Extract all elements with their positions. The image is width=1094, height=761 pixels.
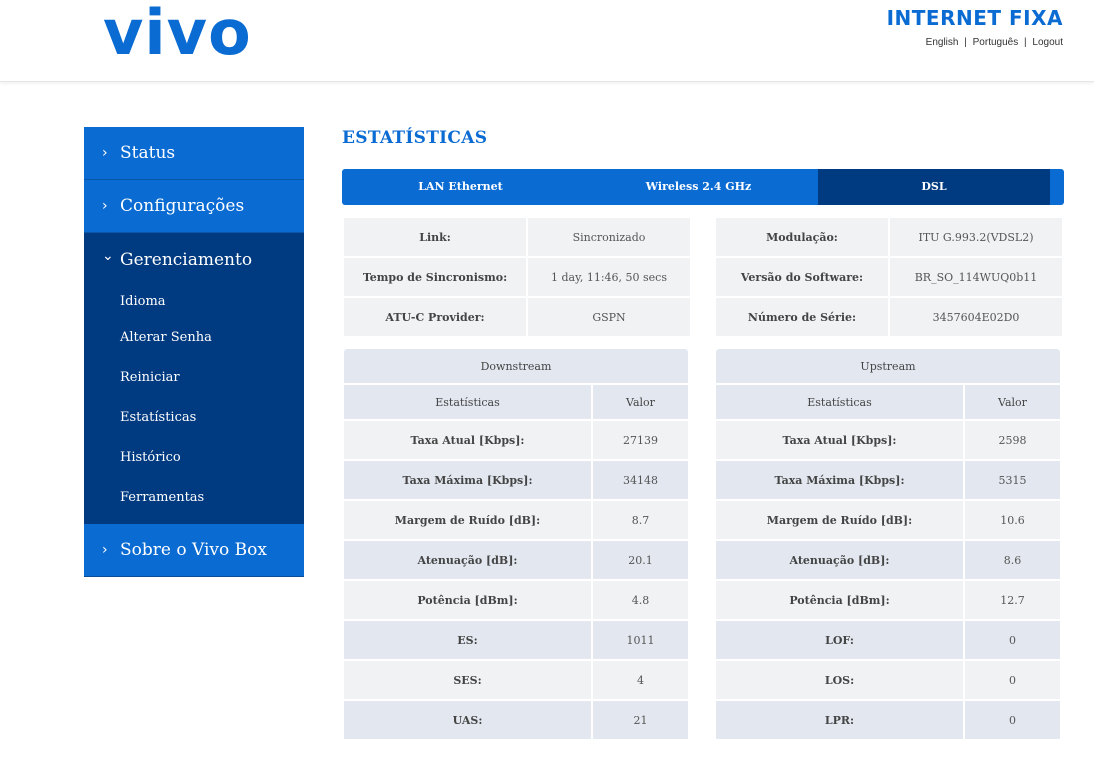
info-label: Número de Série: [716,298,888,336]
stat-label: UAS: [344,701,591,739]
sidebar-item-sobre[interactable] [84,524,304,577]
table-header-row [344,385,688,419]
sidebar-subitem-historico[interactable]: Histórico [120,450,181,465]
info-value: Sincronizado [528,218,690,256]
info-label: Modulação: [716,218,888,256]
stat-value: 0 [965,661,1060,699]
product-title: INTERNET FIXA [886,6,1063,30]
stat-value: 0 [965,621,1060,659]
upstream-caption: Upstream [716,349,1060,383]
stat-value: 2598 [965,421,1060,459]
table-row [344,541,688,579]
table-row [716,461,1060,499]
table-row [716,258,1062,296]
stat-label: Atenuação [dB]: [716,541,963,579]
column-header-stat: Estatísticas [344,385,591,419]
table-row [716,581,1060,619]
stat-label: Taxa Máxima [Kbps]: [716,461,963,499]
column-header-stat: Estatísticas [716,385,963,419]
table-row [716,541,1060,579]
info-label: Versão do Software: [716,258,888,296]
sidebar-item-configuracoes[interactable] [84,180,304,233]
tab-lan-ethernet[interactable]: LAN Ethernet [418,180,503,193]
chevron-right-icon: › [102,198,108,214]
sidebar-subitem-reiniciar[interactable]: Reiniciar [120,370,180,385]
column-header-value: Valor [965,385,1060,419]
stat-value: 1011 [593,621,688,659]
stats-tabs [342,169,1064,205]
stat-value: 20.1 [593,541,688,579]
stat-value: 0 [965,701,1060,739]
table-row [716,218,1062,256]
language-bar [926,37,1063,48]
stat-label: SES: [344,661,591,699]
sidebar-submenu [84,286,304,524]
sidebar-item-label: Status [120,143,176,163]
dsl-info-left [342,216,692,338]
table-row [344,581,688,619]
stat-label: LPR: [716,701,963,739]
chevron-down-icon: ⌄ [102,247,114,264]
sidebar-subitem-alterar-senha[interactable]: Alterar Senha [120,330,212,345]
stat-value: 8.6 [965,541,1060,579]
table-caption-row [716,349,1060,383]
separator: | [1024,37,1027,48]
table-row [716,421,1060,459]
info-value: 1 day, 11:46, 50 secs [528,258,690,296]
tab-wireless[interactable]: Wireless 2.4 GHz [645,180,752,193]
table-row [716,501,1060,539]
downstream-caption: Downstream [344,349,688,383]
info-label: Tempo de Sincronismo: [344,258,526,296]
stat-label: Taxa Máxima [Kbps]: [344,461,591,499]
stat-label: Margem de Ruído [dB]: [716,501,963,539]
sidebar-nav [84,127,304,577]
table-row [716,298,1062,336]
logout-link[interactable]: Logout [1032,37,1063,48]
stat-label: LOS: [716,661,963,699]
table-row [716,701,1060,739]
table-row [344,258,690,296]
stat-label: Potência [dBm]: [716,581,963,619]
stat-value: 4 [593,661,688,699]
table-row [344,501,688,539]
portugues-link[interactable]: Português [972,37,1019,48]
downstream-table [342,347,690,741]
stat-value: 34148 [593,461,688,499]
stat-label: Taxa Atual [Kbps]: [344,421,591,459]
stat-label: Atenuação [dB]: [344,541,591,579]
stat-value: 8.7 [593,501,688,539]
info-value: BR_SO_114WUQ0b11 [890,258,1062,296]
stat-label: ES: [344,621,591,659]
sidebar-subitem-estatisticas[interactable]: Estatísticas [120,410,197,425]
stat-label: Taxa Atual [Kbps]: [716,421,963,459]
page-title: ESTATÍSTICAS [342,128,488,148]
sidebar-item-label: Gerenciamento [120,249,253,270]
stat-label: LOF: [716,621,963,659]
table-row [344,661,688,699]
sidebar-item-gerenciamento[interactable] [84,233,304,286]
sidebar-subitem-idioma[interactable]: Idioma [120,294,166,309]
table-row [716,661,1060,699]
stat-value: 10.6 [965,501,1060,539]
sidebar-item-status[interactable] [84,127,304,180]
stat-value: 12.7 [965,581,1060,619]
stat-value: 5315 [965,461,1060,499]
sidebar-subitem-ferramentas[interactable]: Ferramentas [120,490,205,505]
chevron-right-icon: › [102,145,108,161]
table-row [344,621,688,659]
column-header-value: Valor [593,385,688,419]
info-value: 3457604E02D0 [890,298,1062,336]
top-header [0,0,1094,82]
stat-value: 4.8 [593,581,688,619]
table-row [716,621,1060,659]
info-label: ATU-C Provider: [344,298,526,336]
stat-label: Margem de Ruído [dB]: [344,501,591,539]
stat-value: 27139 [593,421,688,459]
stat-label: Potência [dBm]: [344,581,591,619]
sidebar-item-label: Configurações [120,196,245,216]
sidebar-item-label: Sobre o Vivo Box [120,540,267,560]
table-row [344,461,688,499]
stat-value: 21 [593,701,688,739]
dsl-info-right [714,216,1064,338]
info-value: GSPN [528,298,690,336]
english-link[interactable]: English [925,37,959,48]
table-row [344,421,688,459]
separator: | [964,37,967,48]
chevron-right-icon: › [102,542,108,558]
tab-dsl[interactable]: DSL [818,169,1050,205]
info-value: ITU G.993.2(VDSL2) [890,218,1062,256]
table-caption-row [344,349,688,383]
table-row [344,218,690,256]
table-header-row [716,385,1060,419]
upstream-table [714,347,1062,741]
table-row [344,298,690,336]
info-label: Link: [344,218,526,256]
vivo-logo[interactable]: vivo [103,0,252,69]
table-row [344,701,688,739]
